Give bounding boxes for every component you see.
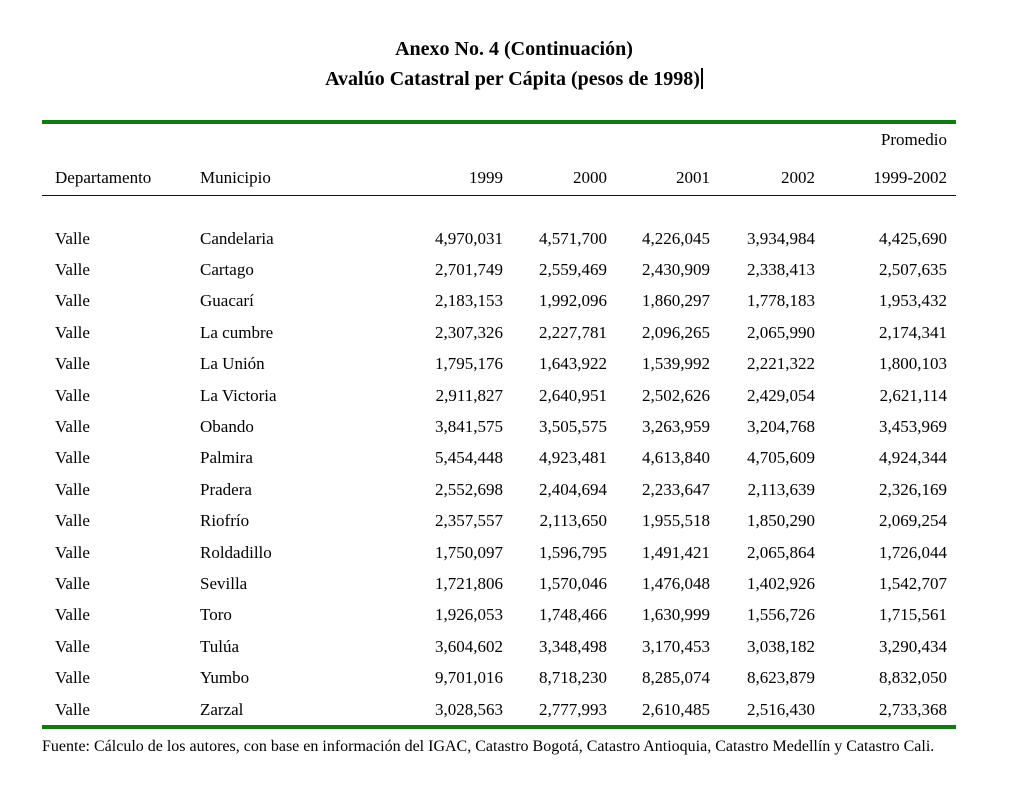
cell-departamento: Valle	[55, 260, 90, 280]
cell-municipio: Palmira	[200, 448, 253, 468]
cell-value: 1,570,046	[539, 573, 607, 593]
cell-value: 1,596,795	[539, 542, 607, 562]
header-departamento: Departamento	[42, 150, 200, 196]
cell-municipio: Pradera	[200, 479, 252, 499]
cell-value: 4,226,045	[642, 228, 710, 248]
cell-value: 1,476,048	[642, 573, 710, 593]
cell-value: 1,491,421	[642, 542, 710, 562]
cell-value: 4,970,031	[435, 228, 503, 248]
cell-value: 2,113,639	[747, 479, 815, 499]
cell-value: 2,113,650	[539, 511, 607, 531]
cell-value: 2,183,153	[435, 291, 503, 311]
cell-departamento: Valle	[55, 228, 90, 248]
table-row	[42, 411, 956, 442]
cell-municipio: Sevilla	[200, 573, 248, 593]
cell-value: 1,556,726	[747, 605, 815, 625]
cell-departamento: Valle	[55, 385, 90, 405]
cell-value: 1,926,053	[435, 605, 503, 625]
header-1999: 1999	[350, 150, 503, 196]
cell-value: 2,357,557	[435, 511, 503, 531]
cell-departamento: Valle	[55, 605, 90, 625]
cell-value: 3,290,434	[879, 636, 947, 656]
cell-value: 1,850,290	[747, 511, 815, 531]
cell-value: 2,338,413	[747, 260, 815, 280]
cell-value: 2,733,368	[879, 699, 947, 719]
cell-value: 1,953,432	[879, 291, 947, 311]
header-2002: 2002	[710, 150, 815, 196]
text-caret	[701, 68, 703, 89]
cell-departamento: Valle	[55, 354, 90, 374]
title-line-2: Avalúo Catastral per Cápita (pesos de 1998)	[325, 68, 700, 90]
table-row	[42, 286, 956, 317]
table-row	[42, 474, 956, 505]
cell-value: 2,326,169	[879, 479, 947, 499]
cell-value: 2,221,322	[747, 354, 815, 374]
cell-municipio: Tulúa	[200, 636, 240, 656]
cell-value: 4,923,481	[539, 448, 607, 468]
catastro-table	[42, 120, 956, 729]
header-promedio: Promedio	[880, 130, 947, 149]
table-row	[42, 443, 956, 474]
cell-departamento: Valle	[55, 479, 90, 499]
cell-value: 1,992,096	[539, 291, 607, 311]
cell-value: 1,542,707	[879, 573, 947, 593]
cell-value: 1,630,999	[642, 605, 710, 625]
title-line-2-wrap	[0, 64, 1028, 94]
cell-value: 2,065,864	[747, 542, 815, 562]
cell-value: 2,233,647	[642, 479, 710, 499]
source-note: Fuente: Cálculo de los autores, con base en información del IGAC, Catastro Bogotá, Catastro Antioquia, Catastro Medellín y Catastro Cali.	[42, 738, 935, 756]
table-body	[42, 223, 956, 727]
cell-value: 1,715,561	[879, 605, 947, 625]
cell-departamento: Valle	[55, 291, 90, 311]
cell-value: 1,402,926	[747, 573, 815, 593]
cell-value: 9,701,016	[435, 668, 503, 688]
cell-value: 1,539,992	[642, 354, 710, 374]
cell-value: 3,348,498	[539, 636, 607, 656]
table-row	[42, 254, 956, 285]
cell-value: 3,453,969	[879, 417, 947, 437]
cell-departamento: Valle	[55, 417, 90, 437]
cell-value: 2,069,254	[879, 511, 947, 531]
cell-value: 2,640,951	[539, 385, 607, 405]
cell-value: 3,505,575	[539, 417, 607, 437]
cell-value: 8,718,230	[539, 668, 607, 688]
title-line-1: Anexo No. 4 (Continuación)	[395, 38, 633, 60]
cell-value: 8,285,074	[642, 668, 710, 688]
table-row	[42, 694, 956, 727]
cell-value: 1,721,806	[435, 573, 503, 593]
cell-value: 1,750,097	[435, 542, 503, 562]
cell-municipio: Toro	[200, 605, 232, 625]
cell-value: 2,174,341	[879, 322, 947, 342]
cell-value: 3,841,575	[435, 417, 503, 437]
header-spacer-row	[42, 196, 956, 224]
cell-value: 2,430,909	[642, 260, 710, 280]
header-municipio: Municipio	[200, 150, 350, 196]
cell-municipio: Candelaria	[200, 228, 274, 248]
header-2001: 2001	[607, 150, 710, 196]
cell-value: 3,170,453	[642, 636, 710, 656]
header-2000: 2000	[503, 150, 607, 196]
cell-value: 1,800,103	[879, 354, 947, 374]
cell-value: 2,701,749	[435, 260, 503, 280]
cell-value: 1,955,518	[642, 511, 710, 531]
cell-value: 2,621,114	[879, 385, 947, 405]
cell-municipio: La Unión	[200, 354, 265, 374]
cell-value: 1,795,176	[435, 354, 503, 374]
cell-value: 4,571,700	[539, 228, 607, 248]
cell-value: 3,934,984	[747, 228, 815, 248]
cell-value: 1,778,183	[747, 291, 815, 311]
cell-value: 2,516,430	[747, 699, 815, 719]
table-header	[42, 122, 956, 223]
cell-value: 2,610,485	[642, 699, 710, 719]
cell-departamento: Valle	[55, 448, 90, 468]
table-row	[42, 223, 956, 254]
cell-value: 2,502,626	[642, 385, 710, 405]
header-promedio-range: 1999-2002	[815, 150, 956, 196]
cell-departamento: Valle	[55, 636, 90, 656]
table-row	[42, 380, 956, 411]
cell-value: 2,096,265	[642, 322, 710, 342]
cell-value: 4,613,840	[642, 448, 710, 468]
cell-value: 2,552,698	[435, 479, 503, 499]
table-row	[42, 568, 956, 599]
cell-value: 3,204,768	[747, 417, 815, 437]
cell-value: 2,777,993	[539, 699, 607, 719]
cell-departamento: Valle	[55, 668, 90, 688]
header-row-promedio	[42, 122, 956, 150]
cell-value: 2,065,990	[747, 322, 815, 342]
cell-value: 2,507,635	[879, 260, 947, 280]
table-row	[42, 600, 956, 631]
cell-value: 1,860,297	[642, 291, 710, 311]
cell-municipio: Guacarí	[200, 291, 254, 311]
cell-value: 3,263,959	[642, 417, 710, 437]
cell-value: 2,559,469	[539, 260, 607, 280]
table-row	[42, 537, 956, 568]
table-row	[42, 662, 956, 693]
cell-municipio: Cartago	[200, 260, 254, 280]
cell-value: 4,924,344	[879, 448, 947, 468]
document-title	[0, 0, 1028, 94]
cell-value: 2,307,326	[435, 322, 503, 342]
cell-value: 2,404,694	[539, 479, 607, 499]
cell-municipio: Zarzal	[200, 699, 244, 719]
cell-value: 5,454,448	[435, 448, 503, 468]
cell-departamento: Valle	[55, 699, 90, 719]
cell-value: 1,748,466	[539, 605, 607, 625]
cell-value: 4,425,690	[879, 228, 947, 248]
table-row	[42, 349, 956, 380]
cell-departamento: Valle	[55, 322, 90, 342]
table-row	[42, 317, 956, 348]
table-row	[42, 506, 956, 537]
cell-municipio: Obando	[200, 417, 254, 437]
table-row	[42, 631, 956, 662]
cell-value: 3,604,602	[435, 636, 503, 656]
cell-municipio: La cumbre	[200, 322, 274, 342]
cell-value: 2,227,781	[539, 322, 607, 342]
cell-departamento: Valle	[55, 542, 90, 562]
cell-value: 2,429,054	[747, 385, 815, 405]
cell-value: 1,726,044	[879, 542, 947, 562]
cell-value: 1,643,922	[539, 354, 607, 374]
cell-departamento: Valle	[55, 511, 90, 531]
cell-departamento: Valle	[55, 573, 90, 593]
cell-municipio: Yumbo	[200, 668, 250, 688]
cell-municipio: La Victoria	[200, 385, 277, 405]
cell-value: 3,028,563	[435, 699, 503, 719]
cell-value: 4,705,609	[747, 448, 815, 468]
cell-municipio: Roldadillo	[200, 542, 272, 562]
cell-value: 2,911,827	[435, 385, 503, 405]
cell-value: 3,038,182	[747, 636, 815, 656]
cell-municipio: Riofrío	[200, 511, 250, 531]
cell-value: 8,623,879	[747, 668, 815, 688]
cell-value: 8,832,050	[879, 668, 947, 688]
header-row-columns	[42, 150, 956, 196]
